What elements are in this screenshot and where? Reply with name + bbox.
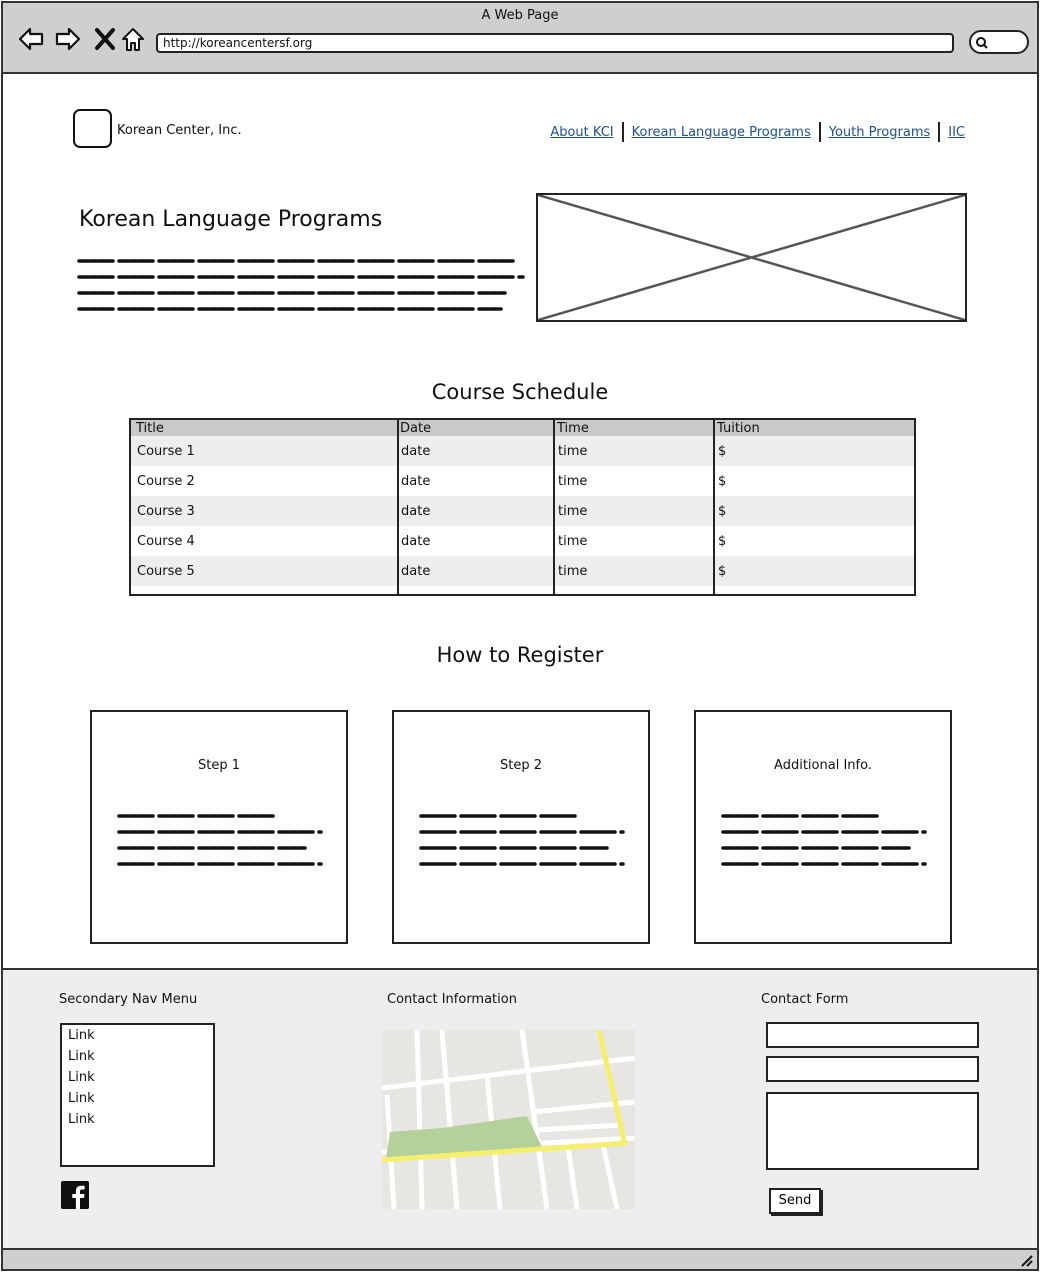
url-bar[interactable]: http://koreancentersf.org: [156, 33, 954, 53]
cell-date: date: [401, 533, 431, 549]
placeholder-paragraph: [77, 253, 527, 319]
cell-title: Course 3: [131, 496, 395, 526]
secondary-nav-link[interactable]: Link: [68, 1112, 95, 1127]
secondary-nav-link[interactable]: Link: [68, 1028, 95, 1043]
cell-title: Course 5: [131, 556, 395, 586]
placeholder-paragraph: [117, 808, 327, 872]
cell-date: date: [395, 556, 552, 586]
cell-tuition: $: [712, 436, 914, 466]
step-card-additional-info: [694, 710, 952, 944]
message-field[interactable]: [766, 1092, 979, 1170]
step-title: Additional Info.: [774, 758, 872, 773]
home-icon[interactable]: [119, 25, 147, 53]
nav-divider: [622, 122, 624, 142]
nav-divider: [938, 122, 940, 142]
facebook-icon[interactable]: [61, 1181, 89, 1209]
column-divider: [397, 420, 399, 594]
status-bar: [3, 1248, 1037, 1269]
browser-toolbar: [3, 3, 1037, 74]
cell-tuition: $: [712, 496, 914, 526]
column-header-tuition[interactable]: Tuition: [712, 420, 914, 436]
email-field[interactable]: [766, 1056, 979, 1082]
cell-time: time: [558, 533, 588, 549]
map[interactable]: [382, 1030, 635, 1209]
course-schedule-table: [129, 418, 916, 596]
browser-search-field[interactable]: [969, 30, 1029, 54]
search-icon: [975, 36, 989, 50]
contact-form-label: Contact Form: [761, 992, 849, 1007]
secondary-nav-link[interactable]: Link: [68, 1070, 95, 1085]
cell-time: time: [552, 436, 712, 466]
schedule-heading: Course Schedule: [431, 380, 609, 404]
cell-tuition: $: [712, 556, 914, 586]
register-heading: How to Register: [436, 643, 604, 667]
column-header-time[interactable]: Time: [552, 420, 712, 436]
cell-date: date: [395, 436, 552, 466]
forward-arrow-icon[interactable]: [54, 25, 82, 53]
nav-link-about[interactable]: About KCI: [550, 124, 614, 140]
cell-title: Course 1: [131, 436, 395, 466]
main-nav: [550, 122, 965, 142]
logo[interactable]: [73, 109, 112, 148]
placeholder-paragraph: [721, 808, 931, 872]
brand-name: Korean Center, Inc.: [117, 123, 242, 138]
secondary-nav-link[interactable]: Link: [68, 1091, 95, 1106]
cell-tuition: $: [718, 533, 727, 549]
secondary-nav-menu: [60, 1023, 215, 1167]
browser-window: [1, 1, 1039, 1271]
nav-link-iic[interactable]: IIC: [948, 124, 965, 140]
image-placeholder: [536, 193, 967, 322]
secondary-nav-label: Secondary Nav Menu: [59, 992, 198, 1007]
step-title: Step 2: [499, 758, 542, 773]
step-card-2: [392, 710, 650, 944]
nav-link-korean-language-programs[interactable]: Korean Language Programs: [631, 124, 811, 140]
back-arrow-icon[interactable]: [17, 25, 45, 53]
window-title: A Web Page: [481, 8, 559, 23]
table-row[interactable]: [131, 556, 914, 586]
step-title: Step 1: [197, 758, 240, 773]
cell-title: Course 2: [137, 473, 195, 489]
table-row[interactable]: [131, 526, 914, 556]
column-header-date[interactable]: Date: [395, 420, 552, 436]
secondary-nav-link[interactable]: Link: [68, 1049, 95, 1064]
placeholder-paragraph: [419, 808, 629, 872]
cell-title: Course 4: [137, 533, 195, 549]
nav-link-youth-programs[interactable]: Youth Programs: [828, 124, 931, 140]
cell-time: time: [552, 556, 712, 586]
close-icon[interactable]: [91, 25, 119, 53]
cell-time: time: [558, 473, 588, 489]
cell-date: date: [401, 473, 431, 489]
contact-info-label: Contact Information: [387, 992, 517, 1007]
name-field[interactable]: [766, 1022, 979, 1048]
table-row[interactable]: [131, 436, 914, 466]
column-header-title[interactable]: Title: [131, 420, 395, 436]
column-divider: [553, 420, 555, 594]
nav-divider: [819, 122, 821, 142]
cell-date: date: [395, 496, 552, 526]
table-row[interactable]: [131, 466, 914, 496]
step-card-1: [90, 710, 348, 944]
send-button[interactable]: Send: [769, 1188, 821, 1214]
table-row[interactable]: [131, 496, 914, 526]
cell-tuition: $: [718, 473, 727, 489]
page-title: Korean Language Programs: [79, 207, 383, 232]
footer: [3, 968, 1037, 1248]
resize-grip-icon[interactable]: [1019, 1253, 1033, 1267]
cell-time: time: [552, 496, 712, 526]
column-divider: [713, 420, 715, 594]
